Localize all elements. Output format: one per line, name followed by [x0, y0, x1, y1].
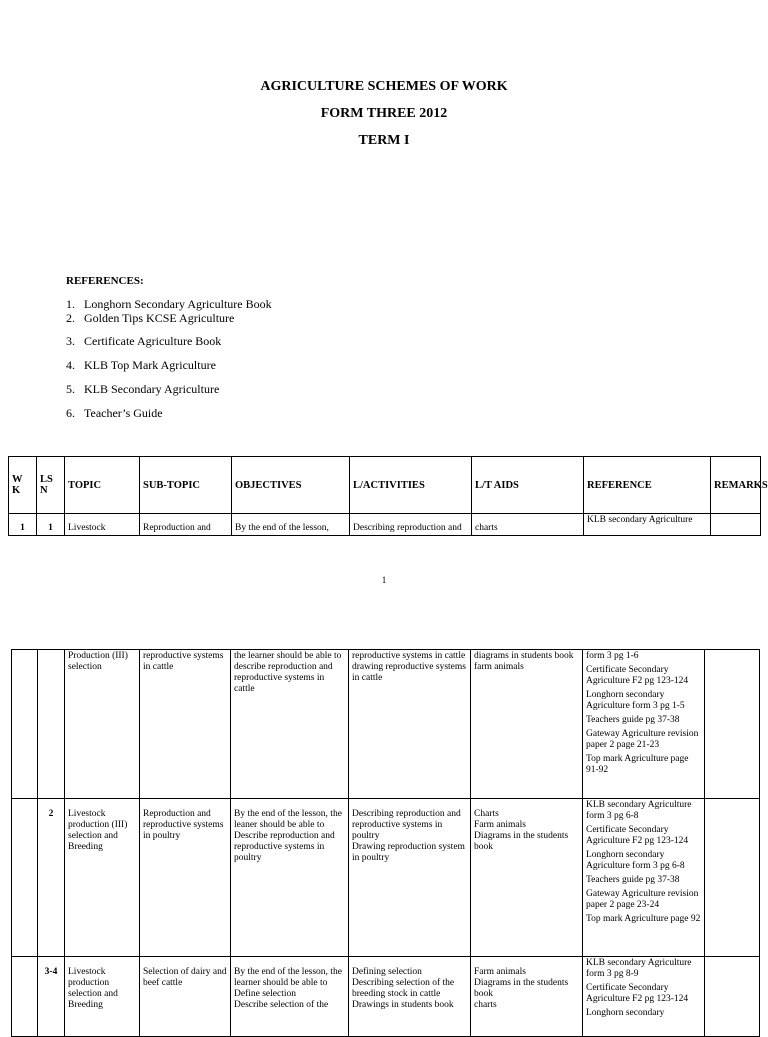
references-heading: REFERENCES:	[66, 275, 144, 287]
scheme-table-page1	[8, 456, 768, 536]
cell-lsn: 2	[38, 799, 65, 957]
reference-item: 6. Teacher’s Guide	[66, 406, 163, 420]
cell-aids: charts	[472, 514, 584, 536]
document-title: AGRICULTURE SCHEMES OF WORK	[260, 79, 508, 94]
cell-subtopic: Reproduction and	[140, 514, 232, 536]
cell-lsn	[38, 650, 65, 799]
cell-remarks	[705, 957, 760, 1037]
cell-wk: 1	[9, 514, 37, 536]
cell-wk	[12, 650, 38, 799]
cell-remarks	[705, 799, 760, 957]
header-wk: W K	[9, 457, 37, 514]
cell-wk	[12, 799, 38, 957]
header-reference: REFERENCE	[584, 457, 711, 514]
cell-topic: Livestock production selection and Breeding	[65, 957, 140, 1037]
cell-lsn: 3-4	[38, 957, 65, 1037]
cell-reference: form 3 pg 1-6 Certificate Secondary Agriculture F2 pg 123-124 Longhorn secondary Agriculture form 3 pg 1-5 Teachers guide pg 37-38 Gateway Agriculture revision paper 2 page 21-23 Top mark Agriculture page 91-92	[583, 650, 705, 799]
cell-objectives: By the end of the lesson, the learner should be able to Define selection Describe selection of the	[231, 957, 349, 1037]
cell-aids: Charts Farm animals Diagrams in the students book	[471, 799, 583, 957]
reference-item: 1. Longhorn Secondary Agriculture Book	[66, 297, 272, 311]
cell-objectives: By the end of the lesson, the leaner should be able to Describe reproduction and reproductive systems in poultry	[231, 799, 349, 957]
cell-objectives: By the end of the lesson,	[232, 514, 350, 536]
cell-objectives: the learner should be able to describe reproduction and reproductive systems in cattle	[231, 650, 349, 799]
cell-activities: reproductive systems in cattle drawing reproductive systems in cattle	[349, 650, 471, 799]
term-title: TERM I	[358, 133, 410, 148]
cell-topic: Livestock	[65, 514, 140, 536]
cell-remarks	[711, 514, 761, 536]
table-row	[12, 957, 760, 1037]
cell-subtopic: reproductive systems in cattle	[140, 650, 231, 799]
form-title: FORM THREE 2012	[320, 106, 448, 121]
cell-aids: Farm animals Diagrams in the students book charts	[471, 957, 583, 1037]
header-aids: L/T AIDS	[472, 457, 584, 514]
header-objectives: OBJECTIVES	[232, 457, 350, 514]
cell-reference: KLB secondary Agriculture	[584, 514, 711, 536]
cell-topic: Production (III) selection	[65, 650, 140, 799]
cell-reference: KLB secondary Agriculture form 3 pg 8-9 Certificate Secondary Agriculture F2 pg 123-124 Longhorn secondary	[583, 957, 705, 1037]
cell-topic: Livestock production (III) selection and Breeding	[65, 799, 140, 957]
cell-subtopic: Reproduction and reproductive systems in poultry	[140, 799, 231, 957]
reference-item: 4. KLB Top Mark Agriculture	[66, 358, 216, 372]
cell-reference: KLB secondary Agriculture form 3 pg 6-8 Certificate Secondary Agriculture F2 pg 123-124 Longhorn secondary Agriculture form 3 pg 6-8 Teachers guide pg 37-38 Gateway Agriculture revision paper 2 page 23-24 Top mark Agriculture page 92	[583, 799, 705, 957]
header-lsn: LS N	[37, 457, 65, 514]
header-remarks: REMARKS	[711, 457, 761, 514]
table-row	[12, 799, 760, 957]
cell-subtopic: Selection of dairy and beef cattle	[140, 957, 231, 1037]
cell-lsn: 1	[37, 514, 65, 536]
reference-item: 5. KLB Secondary Agriculture	[66, 382, 220, 396]
cell-activities: Defining selection Describing selection of the breeding stock in cattle Drawings in students book	[349, 957, 471, 1037]
cell-activities: Describing reproduction and	[350, 514, 472, 536]
header-topic: TOPIC	[65, 457, 140, 514]
cell-aids: diagrams in students book farm animals	[471, 650, 583, 799]
reference-item: 2. Golden Tips KCSE Agriculture	[66, 311, 235, 325]
page-number: 1	[381, 575, 387, 585]
cell-wk	[12, 957, 38, 1037]
reference-item: 3. Certificate Agriculture Book	[66, 334, 222, 348]
cell-remarks	[705, 650, 760, 799]
cell-activities: Describing reproduction and reproductive systems in poultry Drawing reproduction system in poultry	[349, 799, 471, 957]
header-subtopic: SUB-TOPIC	[140, 457, 232, 514]
header-activities: L/ACTIVITIES	[350, 457, 472, 514]
table-row	[12, 650, 760, 799]
scheme-table-page2	[11, 649, 760, 1037]
